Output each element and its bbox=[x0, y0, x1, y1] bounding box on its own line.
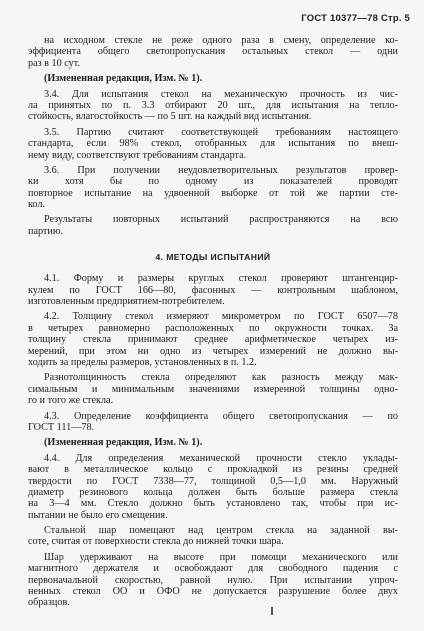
text-line: магнитного держателя и освобождают для свободного падения с bbox=[28, 563, 398, 575]
text-line: (Измененная редакция, Изм. № 1). bbox=[44, 73, 203, 85]
text-line: Стальной шар помещают над центром стекла на заданной вы- bbox=[44, 525, 398, 537]
text-line: 4.2. Толщину стекол измеряют микрометром по ГОСТ 6507—78 bbox=[44, 311, 398, 323]
text-line: 3.4. Для испытания стекол на механическую прочность из чис- bbox=[44, 88, 398, 100]
text-line: изготовленным предприятием-потребителем. bbox=[28, 296, 225, 308]
paragraph bbox=[28, 35, 398, 69]
section-heading: 4. МЕТОДЫ ИСПЫТАНИЙ bbox=[155, 252, 271, 263]
text-line: соте, считая от поверхности стекла до нижней точки шара. bbox=[28, 536, 284, 548]
text-line: кол. bbox=[28, 199, 46, 211]
text-line: на исходном стекле не реже одного раза в смену, определение ко- bbox=[44, 35, 398, 46]
page-header: ГОСТ 10377—78 Стр. 5 bbox=[301, 13, 410, 24]
text-line: в четырех равномерно расположенных по окружности точках. За bbox=[28, 322, 398, 334]
text-line: ГОСТ 111—78. bbox=[28, 421, 95, 433]
text-line: Результаты повторных испытаний распространяются на всю bbox=[44, 214, 398, 226]
revision-note bbox=[28, 73, 398, 84]
text-line: 4.4. Для определения механической прочности стекло уклады- bbox=[44, 452, 398, 464]
text-line: ки хотя бы по одному из показателей проводят bbox=[28, 176, 398, 188]
text-line: партию. bbox=[28, 225, 63, 237]
text-line: симальным и минимальным значениями измеренной толщины одно- bbox=[28, 383, 398, 395]
text-line: 4.3. Определение коэффициента общего светопропускания — по bbox=[44, 410, 398, 422]
text-line: (Измененная редакция, Изм. № 1). bbox=[44, 437, 203, 449]
text-line: 4.1. Форму и размеры круглых стекол проверяют штангенцир- bbox=[44, 273, 398, 285]
paragraph bbox=[28, 411, 398, 434]
text-line: раз в 10 сут. bbox=[28, 57, 80, 69]
paragraph bbox=[28, 214, 398, 237]
document-body bbox=[28, 35, 398, 613]
text-line: эффициента общего светопропускания остальных стекол — одни bbox=[28, 46, 398, 58]
text-line: ходить за пределы размеров, установленных в п. 1.2. bbox=[28, 356, 257, 368]
text-line: мерений, при этом ни одно из четырех измерений не должно вы- bbox=[28, 345, 398, 357]
paragraph bbox=[28, 273, 398, 307]
paragraph bbox=[28, 127, 398, 161]
text-line: первоначальной скоростью, равной нулю. При испытании упроч- bbox=[28, 574, 398, 586]
text-line: кулем по ГОСТ 166—80, фасонных — контрольным шаблоном, bbox=[28, 284, 398, 296]
paragraph bbox=[28, 552, 398, 609]
paragraph bbox=[28, 311, 398, 368]
page-footer-mark bbox=[271, 607, 273, 615]
text-line: образцов. bbox=[28, 597, 70, 609]
text-line: 3.5. Партию считают соответствующей требованиям настоящего bbox=[44, 126, 398, 138]
text-line: вают в металлическое кольцо с прокладкой из резины средней bbox=[28, 464, 398, 476]
paragraph bbox=[28, 525, 398, 548]
text-line: ненных стекол ОО и ОФО не допускается разрушение более двух bbox=[28, 586, 398, 598]
paragraph bbox=[28, 372, 398, 406]
paragraph bbox=[28, 453, 398, 521]
revision-note bbox=[28, 437, 398, 448]
text-line: го и того же стекла. bbox=[28, 395, 114, 407]
text-line: стойкость, влагостойкость — по 5 шт. на каждый вид испытания. bbox=[28, 111, 312, 123]
text-line: пытании не было его смещения. bbox=[28, 509, 168, 521]
text-line: твердости по ГОСТ 7338—77, толщиной 0,5—1,0 мм. Наружный bbox=[28, 475, 398, 487]
text-line: Разнотолщинность стекла определяют как разность между мак- bbox=[44, 372, 398, 384]
text-line: толщину стекла принимают среднее арифметическое четырех из- bbox=[28, 334, 398, 346]
paragraph bbox=[28, 89, 398, 123]
text-line: 3.6. При получении неудовлетворительных результатов провер- bbox=[44, 164, 398, 176]
text-line: на 3—4 мм. Стекло должно быть установлено так, чтобы при ис- bbox=[28, 498, 398, 510]
text-line: повторное испытание на удвоенной выборке от той же партии сте- bbox=[28, 187, 398, 199]
paragraph bbox=[28, 165, 398, 211]
text-line: диаметр резинового кольца должен быть больше размера стекла bbox=[28, 486, 398, 498]
text-line: нему виду, соответствуют требованиям стандарта. bbox=[28, 149, 247, 161]
text-line: ла принятых по п. 3.3 отбирают 20 шт., для испытания на тепло- bbox=[28, 99, 398, 111]
text-line: Шар удерживают на высоте при помощи механического или bbox=[44, 551, 398, 563]
text-line: стандарта, если 98% стекол, отобранных для испытания по внеш- bbox=[28, 138, 398, 150]
